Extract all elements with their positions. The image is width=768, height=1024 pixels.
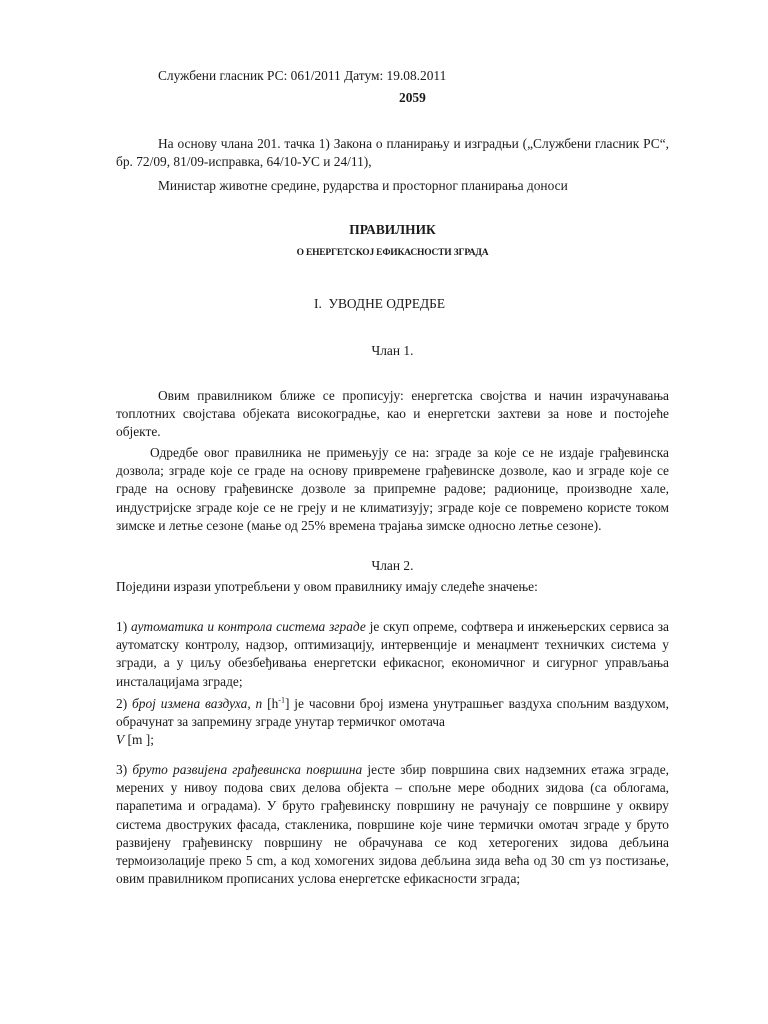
article-1-paragraph-2: Одредбе овог правилника не примењују се на: зграде за које се не издаје грађевинска дозвола; зграде које се граде на основу привремене грађевинске дозволе, као и зграде које се граде на основу грађевинске дозволе за припремне радове; радионице, производне хале, индустријске зграде које се не греју и не климатизују; зграде које се повремено користе током зимске и летње сезоне (мање од 25% времена трајања зимске односно летње сезоне). <box>116 445 669 533</box>
definition-2-text: је часовни број измена унутрашњег ваздуха спољним ваздухом, обрачунат за запремину зграде унутар термичког омотача <box>116 696 669 730</box>
volume-unit: [m ]; <box>127 732 154 747</box>
unit-close: ] <box>284 696 290 711</box>
definition-2-number: 2) <box>116 696 128 711</box>
definition-2-term: број измена ваздуха, n <box>132 696 263 711</box>
section-number: I. <box>314 296 322 311</box>
document-title: ПРАВИЛНИК <box>349 222 436 237</box>
volume-symbol: V <box>116 732 125 747</box>
definition-3 <box>116 761 669 888</box>
definition-2-unit <box>267 696 289 711</box>
definition-2 <box>116 695 669 731</box>
definition-3-number: 3) <box>116 762 128 777</box>
section-heading <box>314 295 445 313</box>
section-label: УВОДНЕ ОДРЕДБЕ <box>328 296 446 311</box>
definition-2-tail <box>116 731 154 749</box>
document-subtitle: О ЕНЕРГЕТСКОЈ ЕФИКАСНОСТИ ЗГРАДА <box>296 248 489 258</box>
definition-1-number: 1) <box>116 619 128 634</box>
unit-exponent: -1 <box>278 695 285 705</box>
definition-1-text: је скуп опреме, софтвера и инжењерских сервиса за аутоматску контролу, надзор, оптимизацију, интервенције и менаџмент техничких система у згради, а у циљу обезбеђивања енергетски ефикасног, економичног и сигурног управљања инсталацијама зграде; <box>116 619 669 689</box>
article-1-paragraph-1: Овим правилником ближе се прописују: енергетска својства и начин израчунавања топлотних својстава објеката високоградње, као и енергетски захтеви за нове и постојеће објекте. <box>116 388 669 440</box>
unit-open: [h <box>267 696 279 711</box>
article-2-intro: Поједини изрази употребљени у овом правилнику имају следеће значење: <box>116 579 538 594</box>
definition-3-term: бруто развијена грађевинска површина <box>132 762 363 777</box>
preamble-basis: На основу члана 201. тачка 1) Закона о планирању и изградњи („Службени гласник РС“, бр. 72/09, 81/09-исправка, 64/10-УС и 24/11), <box>116 136 669 170</box>
gazette-line: Службени гласник РС: 061/2011 Датум: 19.08.2011 <box>158 68 447 83</box>
article-1-heading: Члан 1. <box>371 343 414 358</box>
definition-1-term: аутоматика и контрола система зграде <box>130 619 366 634</box>
article-2-heading: Члан 2. <box>371 558 414 573</box>
definition-1 <box>116 618 669 691</box>
document-number: 2059 <box>399 90 426 105</box>
preamble-minister: Министар животне средине, рударства и просторног планирања доноси <box>158 178 568 193</box>
definition-3-text: јесте збир површина свих надземних етажа зграде, мерених у нивоу подова свих делова објекта – спољне мере ободних зидова (са облогама, парапетима и оградама). У бруто грађевинску површину не рачунају се површине у оквиру система двоструких фасада, стакленика, површине које чине термички омотач зграде у бруто развијену грађевинску површину не обрачунава се код хетерогених зидова дебљина термоизолације преко 5 cm, а код хомогених зидова дебљина зида већа од 30 cm уз постизање, овим правилником прописаних услова енергетске ефикасности зграда; <box>116 762 669 887</box>
